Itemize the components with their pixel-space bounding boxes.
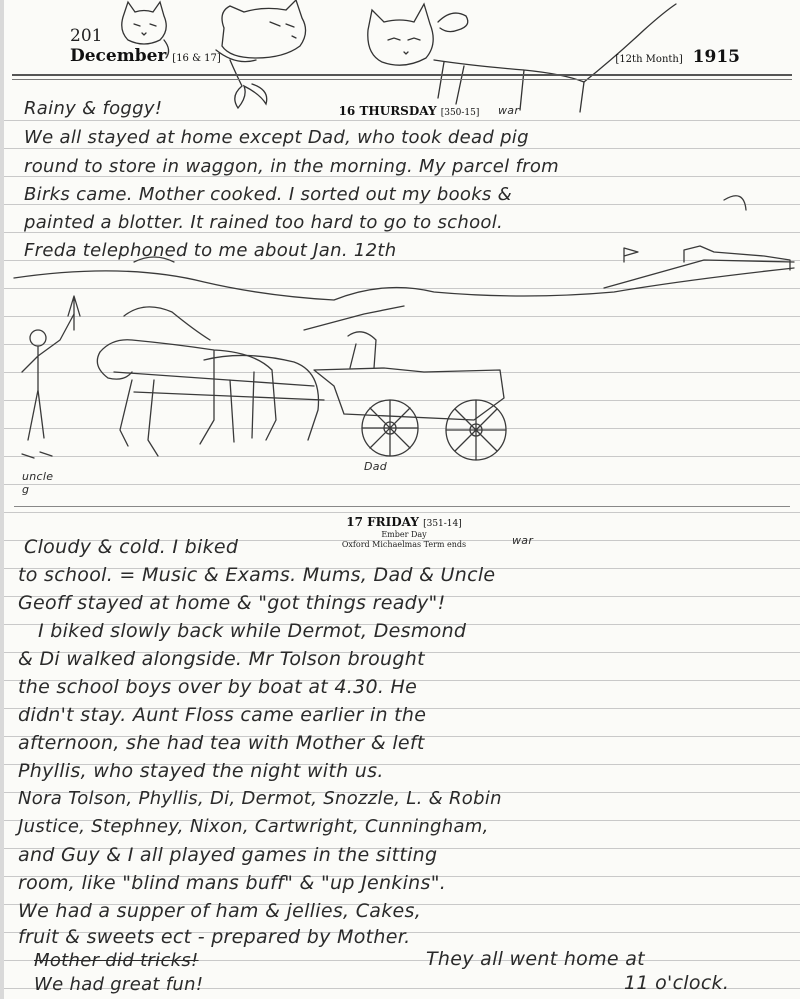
entry-line: Cloudy & cold. I biked — [24, 536, 239, 558]
drawing-label-uncle: uncle g — [22, 470, 54, 496]
entry-line: Rainy & foggy! — [24, 98, 163, 119]
ploughman-figure — [22, 296, 80, 458]
day-meta: [351-14] — [423, 519, 462, 529]
entry-line: and Guy & I all played games in the sitting — [18, 844, 438, 866]
horses — [97, 307, 324, 456]
entry-line: 11 o'clock. — [624, 972, 730, 994]
margin-note: war — [498, 104, 520, 117]
year: 1915 — [692, 47, 740, 67]
entry-line: Nora Tolson, Phyllis, Di, Dermot, Snozzle, L. & Robin — [18, 788, 502, 809]
entry-line: Phyllis, who stayed the night with us. — [18, 760, 384, 782]
entry-line: afternoon, she had tea with Mother & left — [18, 732, 425, 754]
entry-line: They all went home at — [426, 948, 645, 970]
entry-line: We had a supper of ham & jellies, Cakes, — [18, 900, 422, 922]
entry-divider — [14, 506, 790, 507]
day-heading-17 — [329, 515, 479, 529]
entry-line: Justice, Stephney, Nixon, Cartwright, Cunningham, — [18, 816, 489, 837]
entry-line: didn't stay. Aunt Floss came earlier in the — [18, 704, 427, 726]
entry-line: Freda telephoned to me about Jan. 12th — [24, 240, 397, 261]
page-number: 201 — [70, 26, 103, 46]
drawing-label-dad: Dad — [364, 460, 388, 473]
entry-line: room, like "blind mans buff" & "up Jenkins". — [18, 872, 447, 894]
entry-line: We all stayed at home except Dad, who took dead pig — [24, 127, 529, 148]
entry-line: round to store in waggon, in the morning. My parcel from — [24, 156, 559, 177]
day-label: 17 FRIDAY — [346, 515, 419, 529]
entry-line: to school. = Music & Exams. Mums, Dad & Uncle — [18, 564, 496, 586]
entry-line: the school boys over by boat at 4.30. He — [18, 676, 418, 698]
month-name: December — [70, 46, 167, 66]
entry-line: fruit & sweets ect - prepared by Mother. — [18, 926, 411, 948]
entry-line: Geoff stayed at home & "got things ready"! — [18, 592, 446, 614]
day-meta: [350-15] — [440, 108, 480, 118]
day-label: 16 THURSDAY — [338, 104, 437, 118]
entry-line: I biked slowly back while Dermot, Desmond — [38, 620, 467, 642]
wagon — [304, 306, 506, 460]
entry-line: & Di walked alongside. Mr Tolson brought — [18, 648, 425, 670]
month-days: [16 & 17] — [172, 53, 221, 64]
ember-day-note: Ember Day — [381, 530, 427, 539]
margin-note: war — [512, 534, 534, 547]
entry-line-struck: Mother did tricks! — [34, 950, 199, 971]
month-index: [12th Month] — [615, 54, 683, 65]
oxford-term-note: Oxford Michaelmas Term ends — [341, 540, 467, 549]
entry-line: painted a blotter. It rained too hard to go to school. — [24, 212, 504, 233]
entry-line: We had great fun! — [34, 974, 204, 995]
entry-line: Birks came. Mother cooked. I sorted out my books & — [24, 184, 512, 205]
